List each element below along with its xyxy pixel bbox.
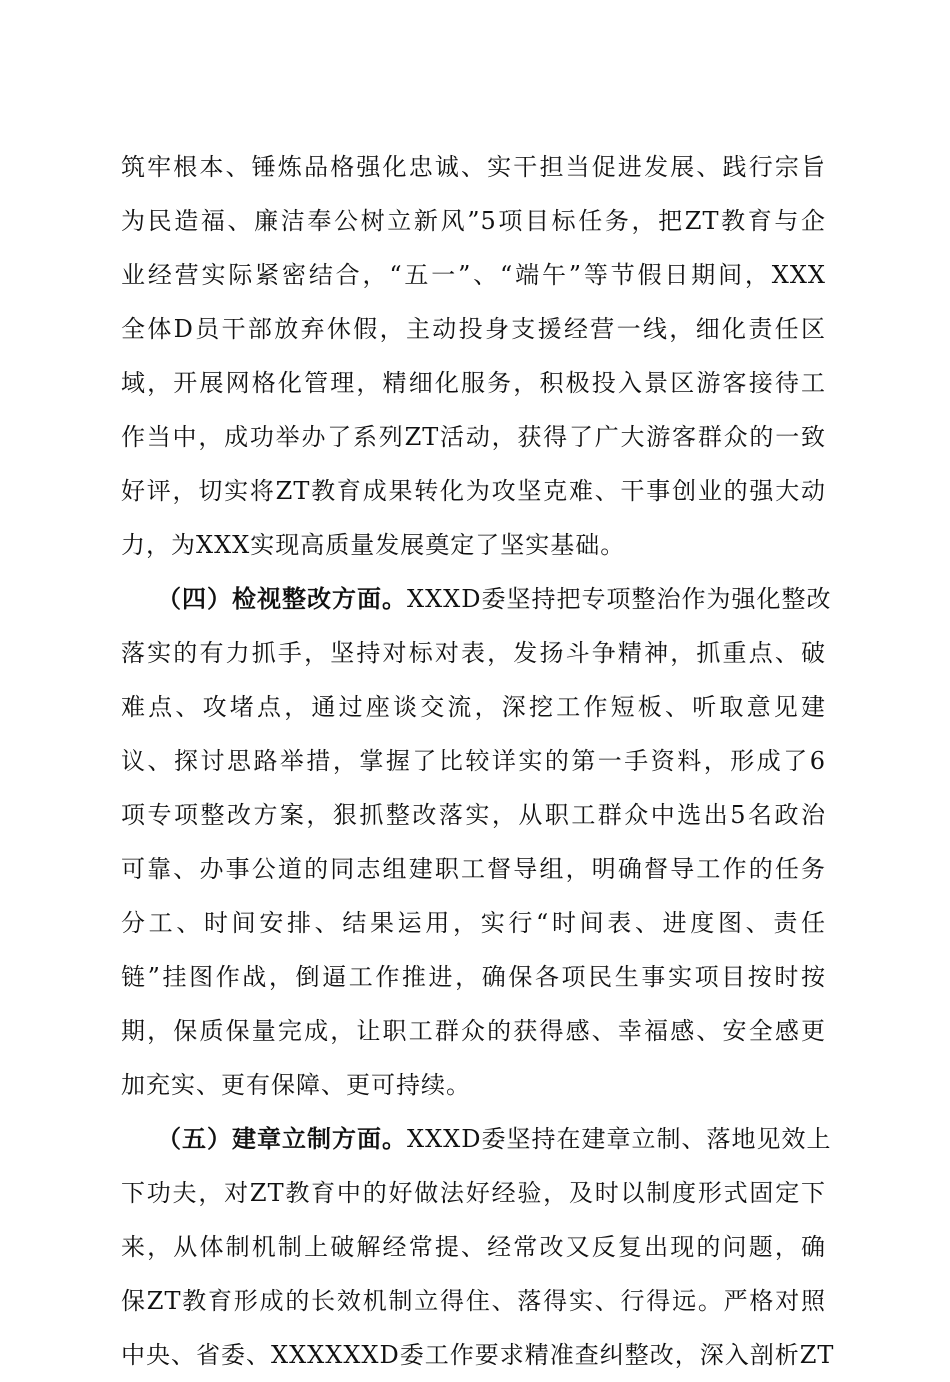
section-heading: （四）检视整改方面。 <box>157 584 407 613</box>
text-line: 业经营实际紧密结合，“五一”、“端午”等节假日期间，XXX <box>121 261 826 289</box>
text-line: 来，从体制机制上破解经常提、经常改又反复出现的问题，确 <box>121 1233 826 1261</box>
paragraph-inspection-rectification <box>121 572 832 1112</box>
text-line: 筑牢根本、锤炼品格强化忠诚、实干担当促进发展、践行宗旨 <box>121 153 826 181</box>
text-line: 中央、省委、XXXXXXD委工作要求精准查纠整改，深入剖析ZT <box>121 1341 835 1369</box>
paragraph-first-line <box>121 572 832 626</box>
text-line: 期，保质保量完成，让职工群众的获得感、幸福感、安全感更 <box>121 1017 826 1045</box>
text-line: 分工、时间安排、结果运用，实行“时间表、进度图、责任 <box>121 909 826 937</box>
text-line: 作当中，成功举办了系列ZT活动，获得了广大游客群众的一致 <box>121 423 826 451</box>
text-line: 好评，切实将ZT教育成果转化为攻坚克难、干事创业的强大动 <box>121 477 826 505</box>
text-line: 力，为XXX实现高质量发展奠定了坚实基础。 <box>121 531 626 559</box>
paragraph-goals <box>121 140 826 572</box>
text-line: 下功夫，对ZT教育中的好做法好经验，及时以制度形式固定下 <box>121 1179 826 1207</box>
section-heading: （五）建章立制方面。 <box>157 1124 407 1153</box>
text-line: 加充实、更有保障、更可持续。 <box>121 1071 471 1099</box>
text-line: 为民造福、廉洁奉公树立新风”5项目标任务，把ZT教育与企 <box>121 207 826 235</box>
paragraph-first-line <box>121 1112 832 1166</box>
text-line: 域，开展网格化管理，精细化服务，积极投入景区游客接待工 <box>121 369 826 397</box>
document-body <box>121 140 835 1382</box>
text-line: 全体D员干部放弃休假，主动投身支援经营一线，细化责任区 <box>121 315 826 343</box>
text-line: 链”挂图作战，倒逼工作推进，确保各项民生事实项目按时按 <box>121 963 826 991</box>
text-span: XXXD委坚持把专项整治作为强化整改 <box>407 585 832 613</box>
paragraph-rules-building <box>121 1112 835 1382</box>
text-line: 项专项整改方案，狠抓整改落实，从职工群众中选出5名政治 <box>121 801 826 829</box>
text-line: 落实的有力抓手，坚持对标对表，发扬斗争精神，抓重点、破 <box>121 639 826 667</box>
text-line: 难点、攻堵点，通过座谈交流，深挖工作短板、听取意见建 <box>121 693 826 721</box>
text-span: XXXD委坚持在建章立制、落地见效上 <box>407 1125 832 1153</box>
text-line: 可靠、办事公道的同志组建职工督导组，明确督导工作的任务 <box>121 855 826 883</box>
text-line: 议、探讨思路举措，掌握了比较详实的第一手资料，形成了6 <box>121 747 826 775</box>
text-line: 保ZT教育形成的长效机制立得住、落得实、行得远。严格对照 <box>121 1287 826 1315</box>
